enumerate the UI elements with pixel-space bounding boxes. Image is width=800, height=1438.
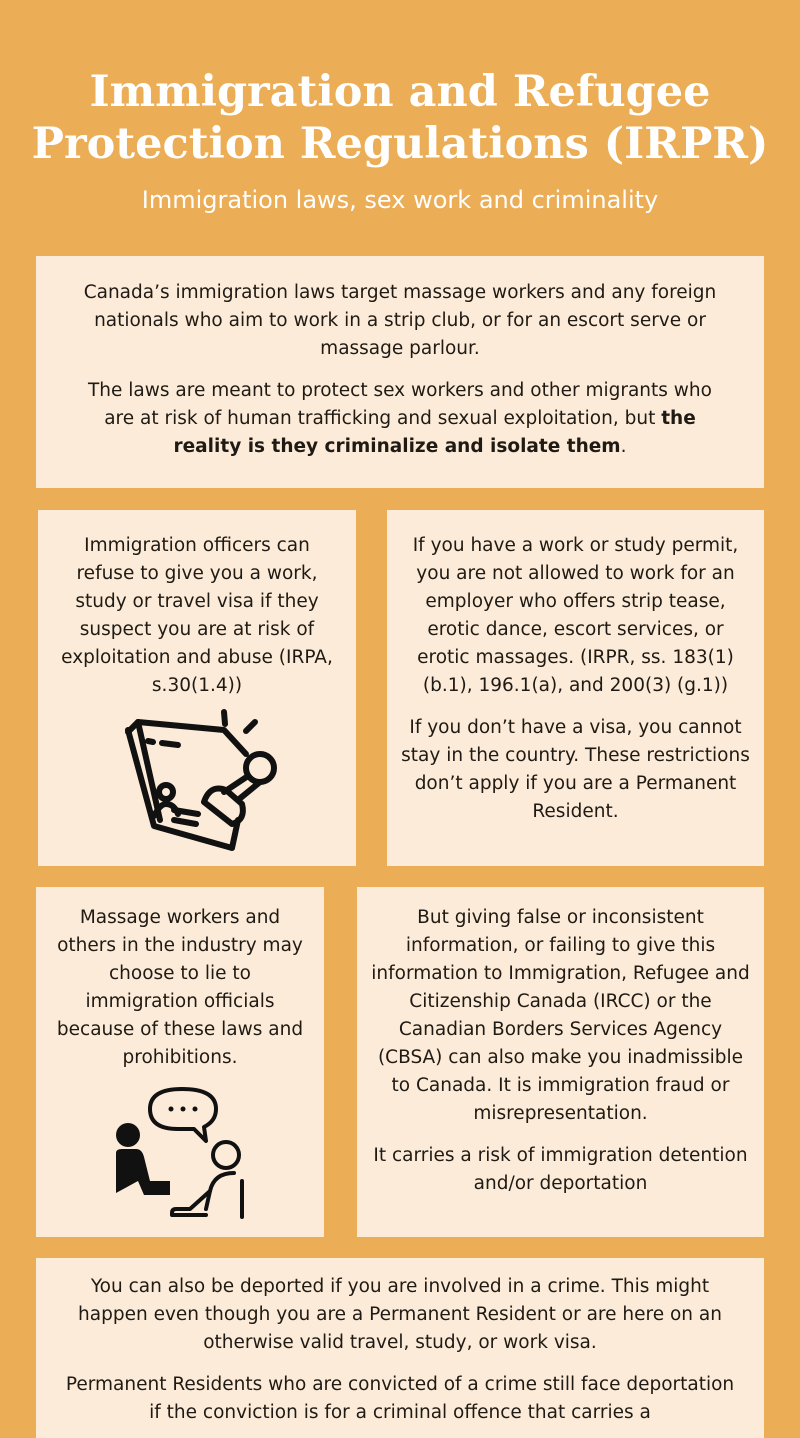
- false-information-card: [357, 887, 764, 1237]
- misrepresentation-text: Massage workers and others in the industry may choose to lie to immigration officials because of these laws and prohibitions.: [56, 907, 304, 1068]
- criminality-card: [36, 1258, 764, 1438]
- visa-refusal-text: Immigration officers can refuse to give you a work, study or travel visa if they suspect you are at risk of exploitation and abuse (IRPA, s.30(1.4)): [61, 535, 333, 696]
- intro-card: [36, 256, 764, 488]
- intro-paragraph-2: [76, 377, 724, 461]
- detention-risk-text: It carries a risk of immigration detention and/or deportation: [373, 1145, 748, 1194]
- intro-text-start: The laws are meant to protect sex workers and other migrants who are at risk of human trafficking and sexual exploitation, but: [88, 380, 712, 429]
- page-subtitle: Immigration laws, sex work and criminality: [141, 186, 659, 214]
- criminality-text-1: You can also be deported if you are involved in a crime. This might happen even though you are a Permanent Resident or are here on an otherwise valid travel, study, or work visa.: [78, 1276, 722, 1353]
- passport-stamp-icon: [120, 708, 280, 853]
- title-line-2: Protection Regulations (IRPR): [31, 119, 769, 169]
- intro-paragraph-1: Canada’s immigration laws target massage workers and any foreign nationals who aim to work in a strip club, or for an escort serve or massage parlour.: [83, 282, 717, 359]
- false-information-text: But giving false or inconsistent information, or failing to give this information to Immigration, Refugee and Citizenship Canada (IRCC) or the Canadian Borders Services Agency (CBSA) can also make you inadmissible to Canada. It is immigration fraud or misrepresentation.: [371, 907, 750, 1124]
- permit-restrictions-text: If you have a work or study permit, you are not allowed to work for an employer who offers strip tease, erotic dance, escort services, or erotic massages. (IRPR, ss. 183(1) (b.1), 196.1(a), and 200(3) (g.1)): [412, 535, 739, 696]
- title-line-1: Immigration and Refugee: [89, 67, 711, 117]
- criminality-text-2: Permanent Residents who are convicted of a crime still face deportation if the conviction is for a criminal offence that carries a: [65, 1374, 735, 1423]
- visa-requirement-text: If you don’t have a visa, you cannot stay in the country. These restrictions don’t apply if you are a Permanent Resident.: [401, 717, 750, 822]
- permit-restrictions-card: [387, 510, 764, 866]
- intro-emphasis: the reality is they criminalize and isolate them: [173, 408, 696, 457]
- conversation-icon: [110, 1085, 250, 1225]
- intro-text-end: .: [620, 436, 627, 457]
- page-title: [0, 66, 800, 170]
